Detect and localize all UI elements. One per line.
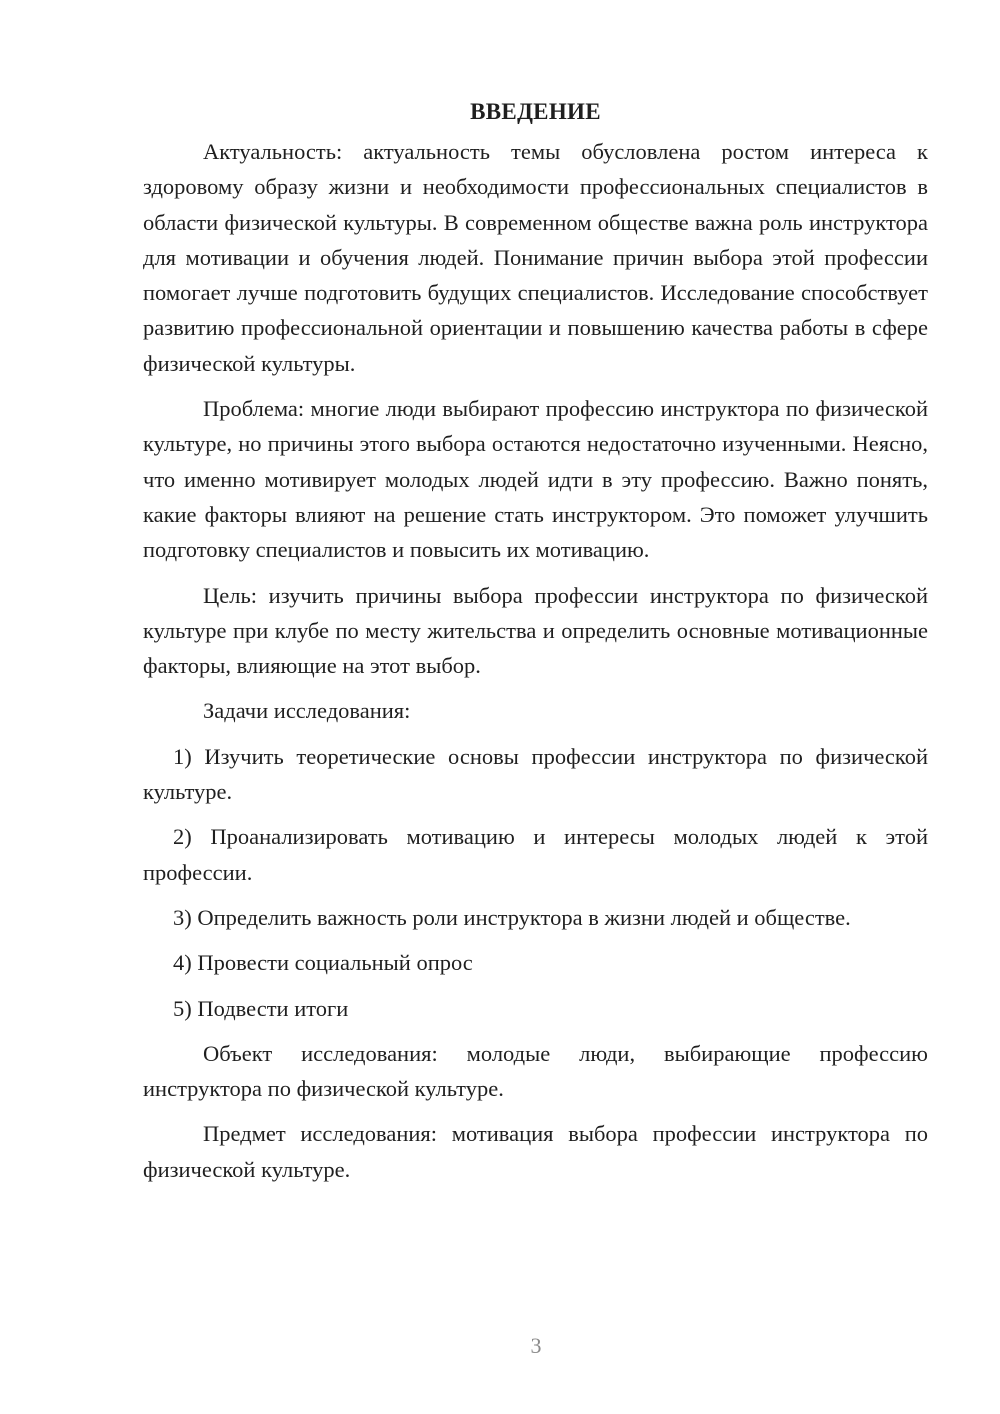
page-content (143, 94, 928, 1197)
task-item-4: 4) Провести социальный опрос (173, 950, 473, 976)
task-item-1: 1) Изучить теоретические основы профессии инструктора по физической культуре. (143, 743, 928, 805)
object-paragraph: Объект исследования: молодые люди, выбирающие профессию инструктора по физической культуре. (143, 1040, 928, 1102)
task-item-5: 5) Подвести итоги (173, 995, 349, 1021)
goal-paragraph: Цель: изучить причины выбора профессии инструктора по физической культуре при клубе по месту жительства и определить основные мотивационные факторы, влияющие на этот выбор. (143, 582, 928, 679)
section-heading: ВВЕДЕНИЕ (470, 99, 601, 124)
tasks-title: Задачи исследования: (203, 698, 411, 724)
problem-paragraph: Проблема: многие люди выбирают профессию инструктора по физической культуре, но причины этого выбора остаются недостаточно изученными. Неясно, что именно мотивирует молодых людей идти в эту профессию. Важно понять, какие факторы влияют на решение стать инструктором. Это поможет улучшить подготовку специалистов и повысить их мотивацию. (143, 396, 928, 563)
task-item-2: 2) Проанализировать мотивацию и интересы молодых людей к этой профессии. (143, 824, 928, 885)
subject-paragraph: Предмет исследования: мотивация выбора профессии инструктора по физической культуре. (143, 1121, 928, 1182)
relevance-paragraph: Актуальность: актуальность темы обусловлена ростом интереса к здоровому образу жизни и необходимости профессиональных специалистов в области физической культуры. В современном обществе важна роль инструктора для мотивации и обучения людей. Понимание причин выбора этой профессии помогает лучше подготовить будущих специалистов. Исследование способствует развитию профессиональной ориентации и повышению качества работы в сфере физической культуры. (143, 139, 928, 376)
task-item-3: 3) Определить важность роли инструктора в жизни людей и обществе. (173, 904, 851, 930)
page-number: 3 (530, 1333, 542, 1358)
